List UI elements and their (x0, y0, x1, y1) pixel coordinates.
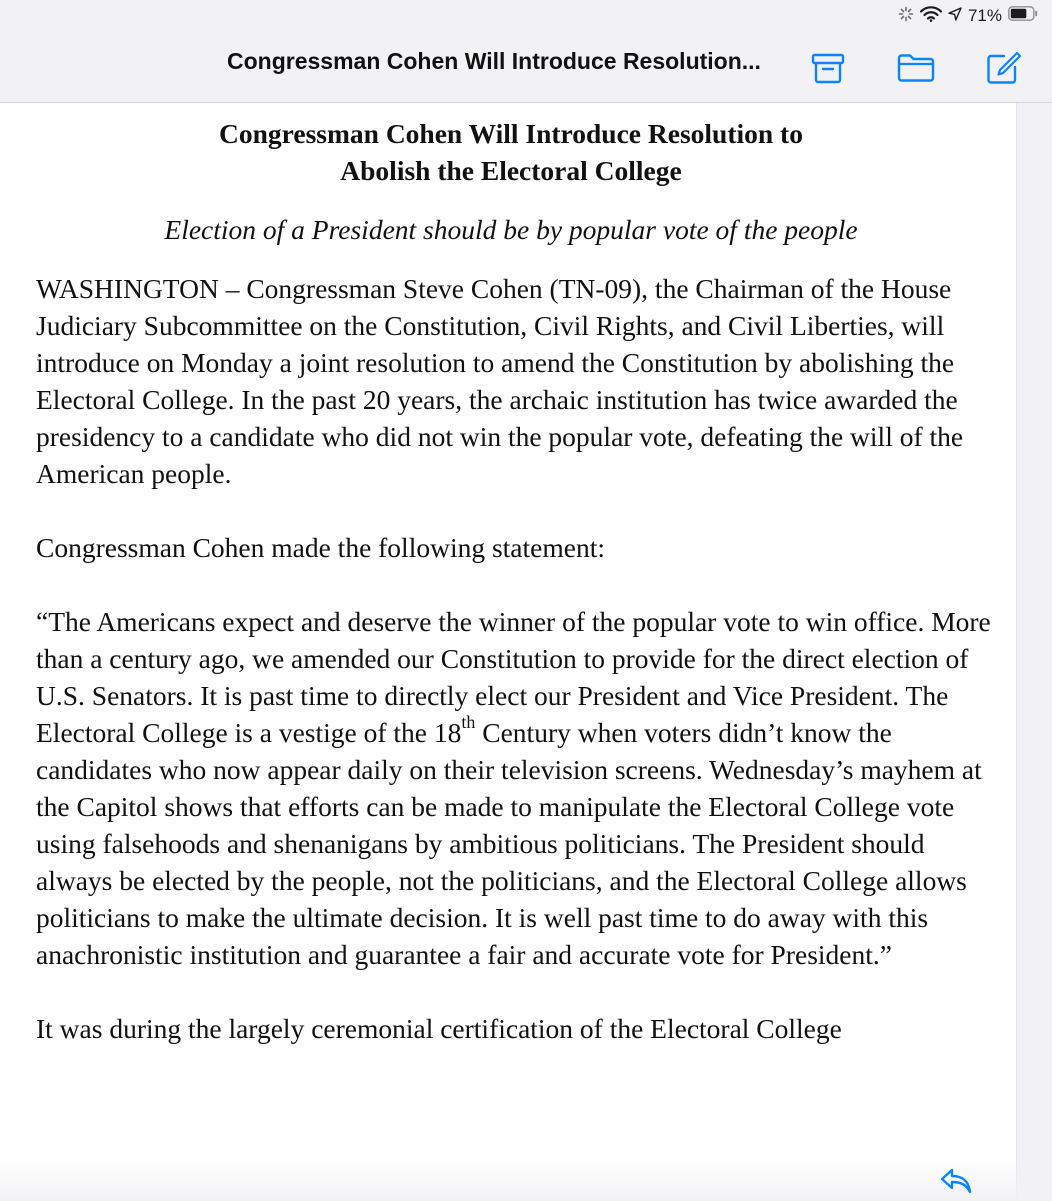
location-arrow-icon (948, 6, 962, 26)
navigation-bar (0, 32, 1052, 103)
document-body (36, 115, 996, 1047)
reply-button[interactable] (938, 1166, 974, 1196)
loading-spinner-icon (898, 6, 914, 27)
status-bar (0, 0, 1052, 32)
quote-part2: Century when voters didn’t know the candidates who now appear daily on their television screens. Wednesday’s mayhem at the Capitol shows that efforts can be made to manipulate the Electoral College vote using falsehoods and shenanigans by ambitious politicians. The President should always be elected by the people, not the politicians, and the Electoral College allows politicians to make the ultimate decision. It is well past time to do away with this anachronistic institution and guarantee a fair and accurate vote for President.” (36, 717, 982, 970)
compose-button[interactable] (984, 50, 1024, 86)
status-indicators (898, 3, 1038, 29)
battery-icon (1008, 6, 1038, 26)
nav-title: Congressman Cohen Will Introduce Resolution... (227, 48, 761, 74)
document-page[interactable] (0, 103, 1016, 1200)
archive-icon (811, 52, 845, 84)
archive-button[interactable] (808, 50, 848, 86)
battery-percent: 71% (967, 6, 1002, 25)
document-title-line1: Congressman Cohen Will Introduce Resolution to (219, 118, 803, 149)
quote-part1: “The Americans expect and deserve the winner of the popular vote to win office. More than a century ago, we amended our Constitution to provide for the direct election of U.S. Senators. It is past time to directly elect our President and Vice President. The Electoral College is a vestige of the 18 (36, 606, 991, 748)
compose-icon (986, 51, 1022, 85)
paragraph-quote (36, 603, 996, 973)
document-title (26, 115, 996, 189)
wifi-icon (920, 6, 942, 27)
paragraph-continuation: It was during the largely ceremonial certification of the Electoral College (36, 1013, 842, 1044)
bottom-toolbar-fade (0, 1157, 1052, 1200)
paragraph-statement-lead: Congressman Cohen made the following statement: (36, 532, 605, 563)
paragraph-intro: WASHINGTON – Congressman Steve Cohen (TN-09), the Chairman of the House Judiciary Subcommittee on the Constitution, Civil Rights, and Civil Liberties, will introduce on Monday a joint resolution to amend the Constitution by abolishing the Electoral College. In the past 20 years, the archaic institution has twice awarded the presidency to a candidate who did not win the popular vote, defeating the will of the American people. (36, 273, 964, 489)
folder-icon (897, 53, 935, 83)
quote-superscript: th (461, 711, 476, 732)
move-to-folder-button[interactable] (896, 50, 936, 86)
document-side-margin (1016, 103, 1052, 1200)
document-subtitle: Election of a President should be by popular vote of the people (164, 214, 858, 245)
document-title-line2: Abolish the Electoral College (340, 155, 682, 186)
reply-arrow-icon (938, 1166, 974, 1196)
